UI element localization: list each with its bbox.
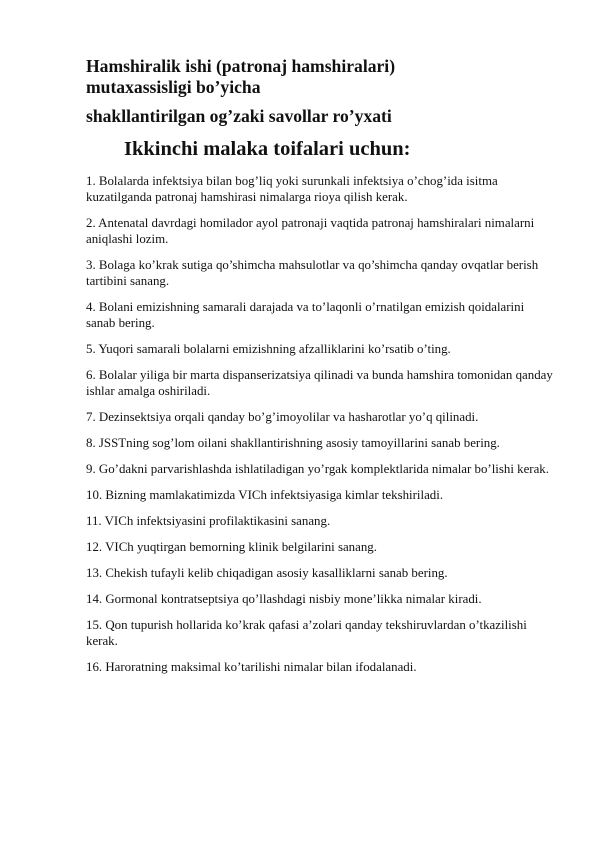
document-page [86,56,556,685]
document-title [86,56,556,98]
question-item: 9. Go’dakni parvarishlashda ishlatiladigan yo’rgak komplektlarida nimalar bo’lishi kerak. [86,462,549,476]
question-item: 16. Haroratning maksimal ko’tarilishi nimalar bilan ifodalanadi. [86,660,417,674]
question-item: 4. Bolani emizishning samarali darajada va to’laqonli o’rnatilgan emizish qoidalarini sanab bering. [86,300,525,330]
question-item: 10. Bizning mamlakatimizda VICh infektsiyasiga kimlar tekshiriladi. [86,488,444,502]
question-item: 5. Yuqori samarali bolalarni emizishning afzalliklarini ko’rsatib o’ting. [86,342,451,356]
document-subtitle: shakllantirilgan og’zaki savollar ro’yxati [86,106,392,126]
question-list [86,173,556,675]
question-item: 6. Bolalar yiliga bir marta dispanserizatsiya qilinadi va bunda hamshira tomonidan qanday ishlar amalga oshiriladi. [86,368,553,398]
question-item: 1. Bolalarda infektsiya bilan bog’liq yoki surunkali infektsiya o’chog’ida isitma kuzatilganda patronaj hamshirasi nimalarga rioya qilish kerak. [86,174,498,204]
title-line-2: mutaxassisligi bo’yicha [86,77,261,97]
question-item: 8. JSSTning sog’lom oilani shakllantirishning asosiy tamoyillarini sanab bering. [86,436,500,450]
question-item: 3. Bolaga ko’krak sutiga qo’shimcha mahsulotlar va qo’shimcha qanday ovqatlar berish tartibini sanang. [86,258,539,288]
question-item: 15. Qon tupurish hollarida ko’krak qafasi a’zolari qanday tekshiruvlardan o’tkazilishi kerak. [86,618,527,648]
question-item: 2. Antenatal davrdagi homilador ayol patronaji vaqtida patronaj hamshiralari nimalarni aniqlashi lozim. [86,216,535,246]
question-item: 7. Dezinsektsiya orqali qanday bo’g’imoyolilar va hasharotlar yo’q qilinadi. [86,410,479,424]
question-item: 13. Chekish tufayli kelib chiqadigan asosiy kasalliklarni sanab bering. [86,566,448,580]
title-line-1: Hamshiralik ishi (patronaj hamshiralari) [86,56,396,76]
question-item: 12. VICh yuqtirgan bemorning klinik belgilarini sanang. [86,540,377,554]
qualification-category-heading: Ikkinchi malaka toifalari uchun: [124,138,411,160]
question-item: 11. VICh infektsiyasini profilaktikasini sanang. [86,514,331,528]
question-item: 14. Gormonal kontratseptsiya qo’llashdagi nisbiy mone’likka nimalar kiradi. [86,592,482,606]
